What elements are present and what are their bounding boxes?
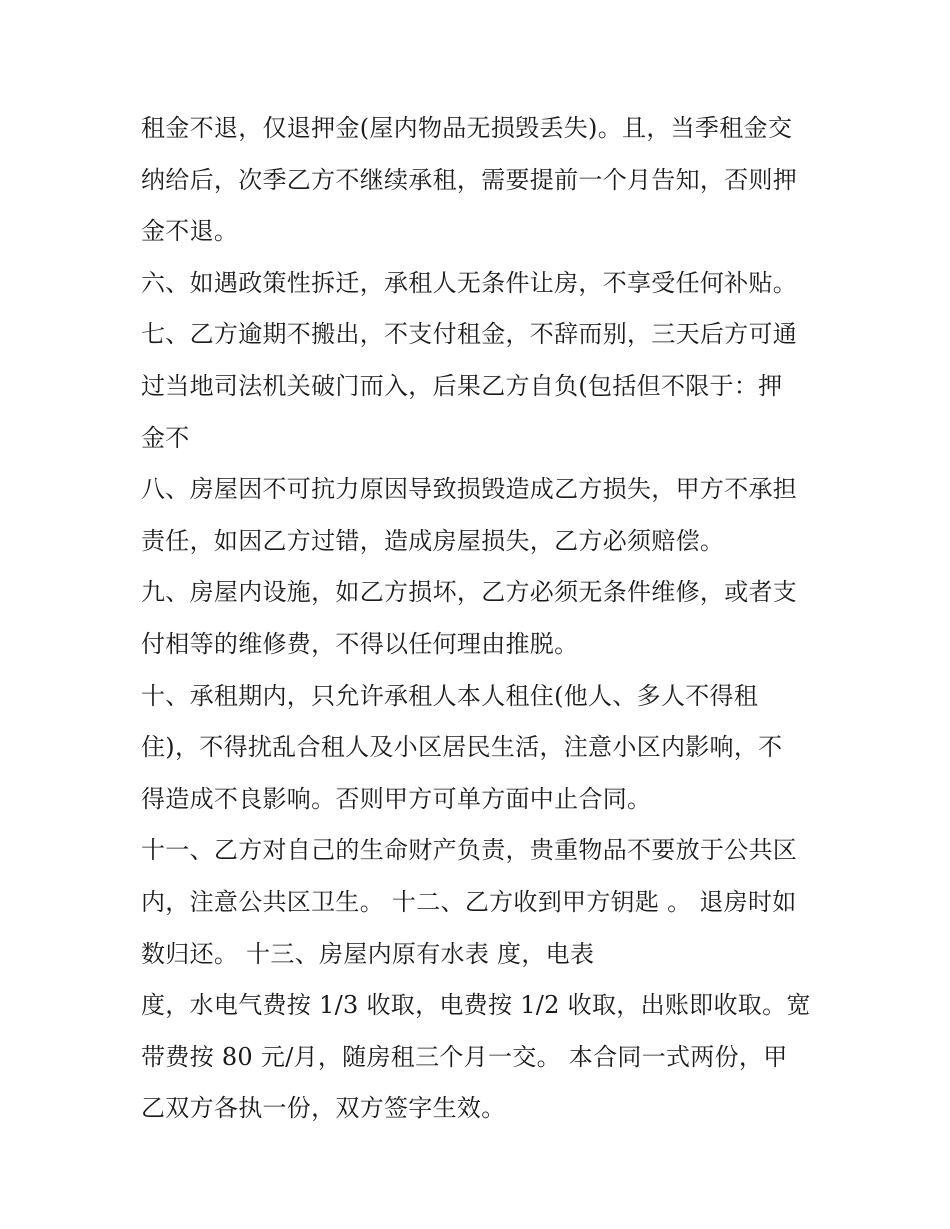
- text-line: 住)，不得扰乱合租人及小区居民生活，注意小区内影响，不: [141, 733, 783, 762]
- text-line: 金不: [141, 423, 190, 452]
- text-line: 乙双方各执一份，双方签字生效。: [141, 1094, 506, 1123]
- clause-11: 十一、乙方对自己的生命财产负责，贵重物品不要放于公共区: [141, 836, 798, 865]
- text-line: 内，注意公共区卫生。 十二、乙方收到甲方钥匙 。 退房时如: [141, 887, 797, 916]
- clause-8: 八、房屋因不可抗力原因导致损毁造成乙方损失，甲方不承担: [141, 475, 798, 504]
- clause-9: 九、房屋内设施，如乙方损坏，乙方必须无条件维修，或者支: [141, 578, 798, 607]
- text-line: 付相等的维修费，不得以任何理由推脱。: [141, 629, 579, 658]
- clause-6: 六、如遇政策性拆迁，承租人无条件让房，不享受任何补贴。: [141, 268, 798, 297]
- text-line: 数归还。 十三、房屋内原有水表 度，电表: [141, 939, 595, 968]
- text-line: 带费按 80 元/月，随房租三个月一交。 本合同一式两份，甲: [141, 1042, 788, 1071]
- clause-10: 十、承租期内，只允许承租人本人租住(他人、多人不得租: [141, 681, 759, 710]
- text-line: 过当地司法机关破门而入，后果乙方自负(包括但不限于：押: [141, 371, 783, 400]
- clause-7: 七、乙方逾期不搬出，不支付租金，不辞而别，三天后方可通: [141, 320, 798, 349]
- text-line: 金不退。: [141, 217, 239, 246]
- text-line: 租金不退，仅退押金(屋内物品无损毁丢失)。且，当季租金交: [141, 114, 793, 142]
- text-line: 得造成不良影响。否则甲方可单方面中止合同。: [141, 784, 652, 813]
- text-line: 责任，如因乙方过错，造成房屋损失，乙方必须赔偿。: [141, 526, 725, 555]
- text-line: 纳给后，次季乙方不继续承租，需要提前一个月告知，否则押: [141, 165, 798, 194]
- contract-body: [141, 103, 831, 1135]
- text-line: 度，水电气费按 1/3 收取，电费按 1/2 收取，出账即收取。宽: [141, 991, 811, 1020]
